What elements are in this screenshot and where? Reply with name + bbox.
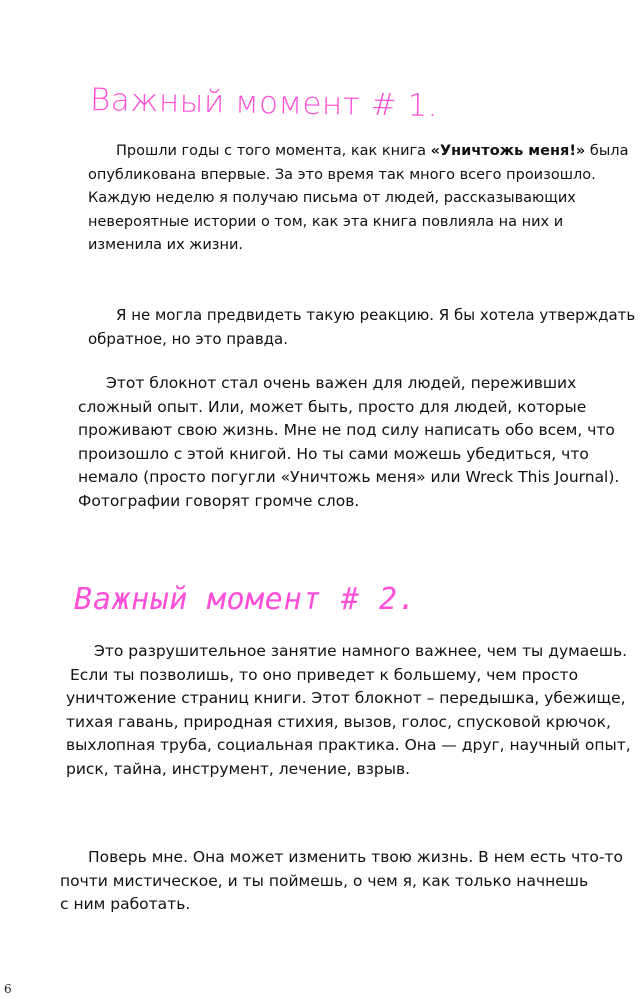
text-line: почти мистическое, и ты поймешь, о чем я, как только начнешь — [60, 871, 589, 890]
text-line: проживают свою жизнь. Мне не под силу написать обо всем, что — [78, 421, 615, 439]
text-line: опубликована впервые. За это время так много всего произошло. — [88, 166, 596, 183]
text-segment: была — [585, 143, 629, 159]
text-line — [88, 140, 628, 164]
text-line: немало (просто погугли «Уничтожь меня» или Wreck This Journal). — [78, 468, 620, 486]
text-line: Этот блокнот стал очень важен для людей, переживших — [106, 374, 577, 392]
text-line: изменила их жизни. — [88, 237, 243, 253]
text-line: Это разрушительное занятие намного важнее, чем ты думаешь. — [94, 642, 628, 660]
text-line: риск, тайна, инструмент, лечение, взрыв. — [66, 759, 411, 778]
heading-moment-1: Важный момент # 1. — [89, 82, 439, 125]
text-line: Я не могла предвидеть такую реакцию. Я бы хотела утверждать — [116, 306, 636, 324]
book-title: «Уничтожь меня!» — [430, 143, 586, 159]
text-line: Поверь мне. Она может изменить твою жизнь. В нем есть что-то — [88, 848, 623, 866]
text-line: Если ты позволишь, то оно приведет к большему, чем просто — [70, 665, 579, 684]
paragraph-5 — [60, 846, 623, 917]
page-number: 6 — [4, 982, 12, 996]
text-line: уничтожение страниц книги. Этот блокнот – передышка, убежище, — [66, 689, 626, 707]
paragraph-1 — [88, 140, 628, 258]
text-line: с ним работать. — [60, 895, 191, 913]
text-segment: Прошли годы с того момента, как книга — [116, 143, 431, 159]
text-line: выхлопная труба, социальная практика. Она — друг, научный опыт, — [66, 736, 631, 754]
text-line: Фотографии говорят громче слов. — [78, 491, 360, 510]
heading-moment-2: Важный момент # 2. — [74, 582, 418, 617]
text-line: невероятные истории о том, как эта книга повлияла на них и — [88, 213, 564, 230]
text-line: Каждую неделю я получаю письма от людей, рассказывающих — [88, 190, 576, 206]
text-line: произошло с этой книгой. Но ты сами можешь убедиться, что — [78, 444, 589, 463]
text-line: обратное, но это правда. — [88, 329, 288, 348]
paragraph-2 — [88, 304, 635, 351]
paragraph-3 — [78, 372, 619, 513]
text-line: сложный опыт. Или, может быть, просто для людей, которые — [78, 397, 587, 416]
text-line: тихая гавань, природная стихия, вызов, голос, спусковой крючок, — [66, 712, 611, 731]
paragraph-4 — [66, 640, 631, 781]
